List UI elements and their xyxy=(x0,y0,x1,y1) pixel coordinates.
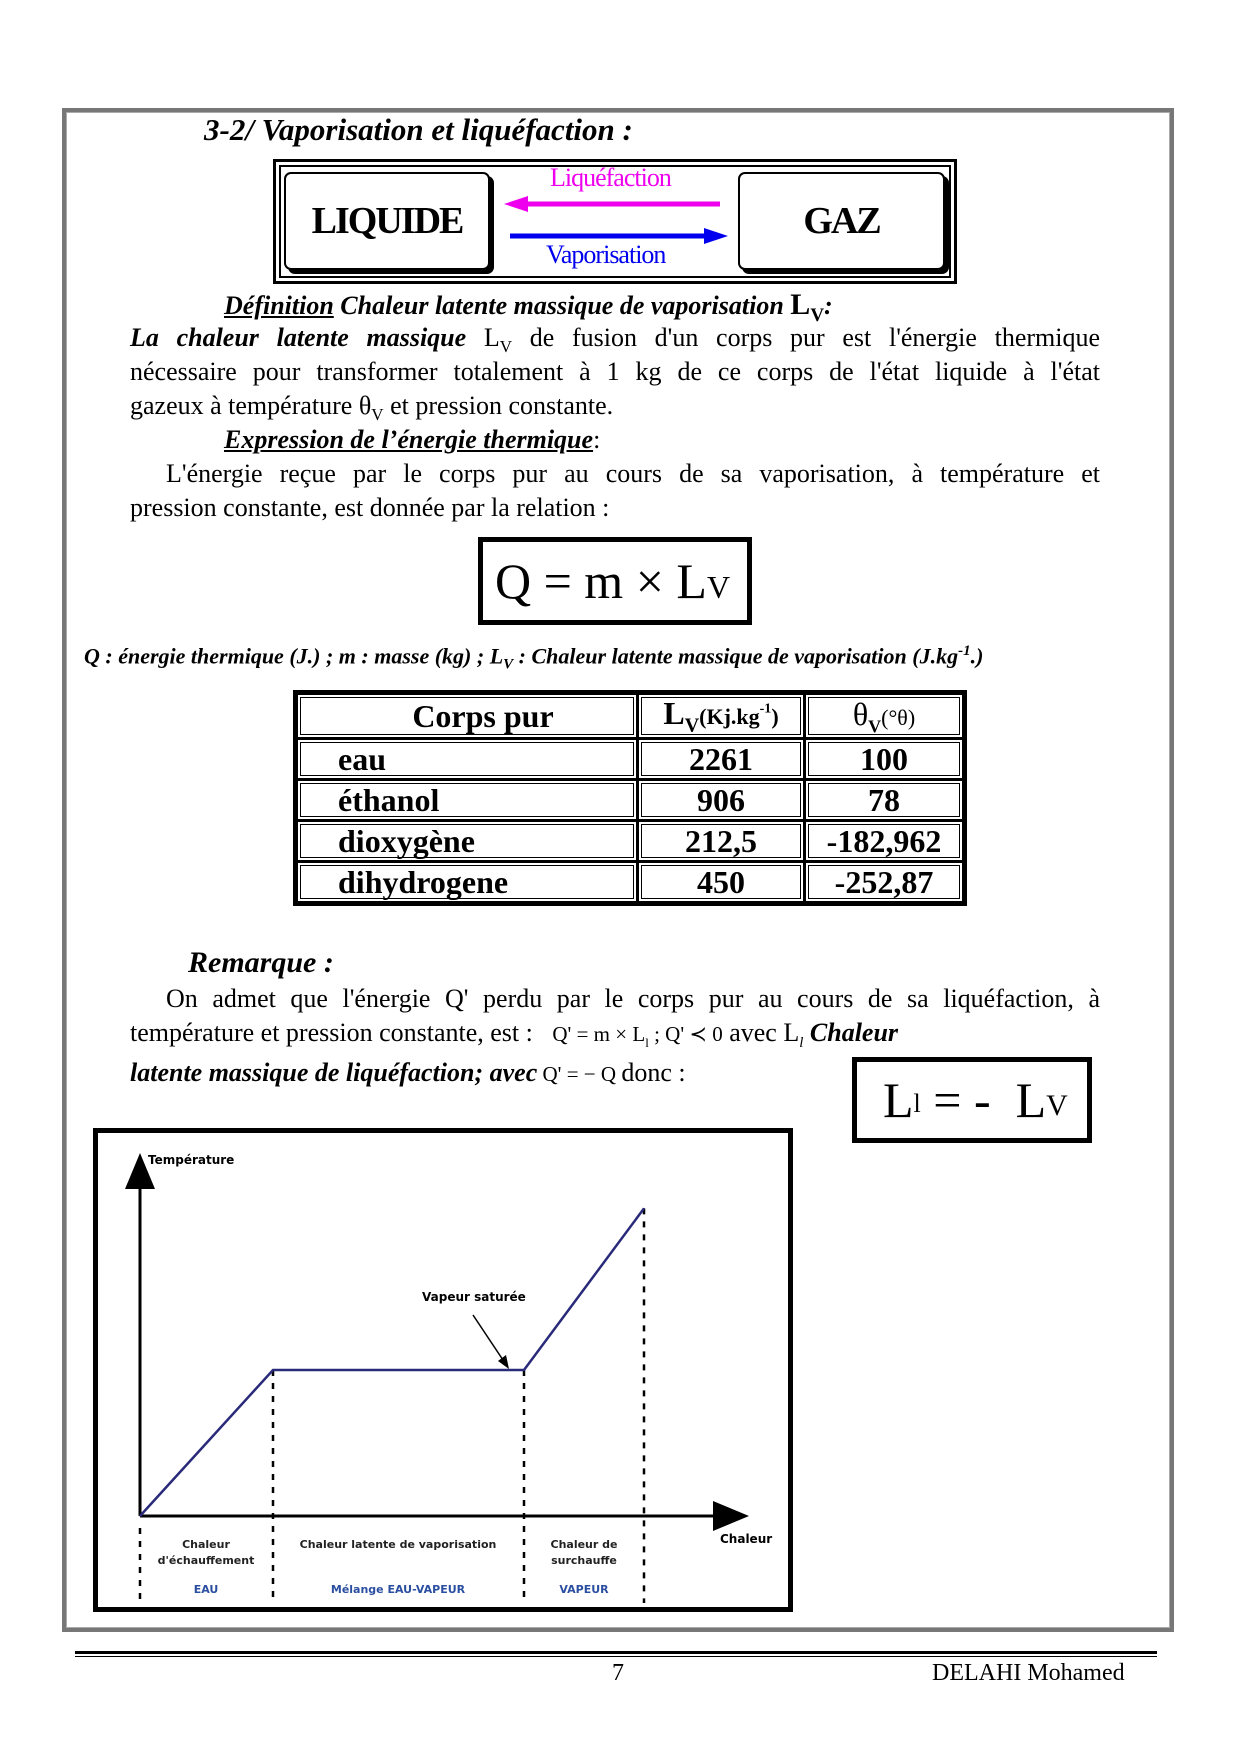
segment-labels xyxy=(158,1538,618,1596)
vaporisation-label: Vaporisation xyxy=(546,240,666,269)
state-liquide-box: LIQUIDE xyxy=(284,172,490,270)
definition-label: Définition xyxy=(224,291,334,320)
heating-curve-chart xyxy=(98,1133,788,1607)
formula-text: Q = m × L xyxy=(495,553,707,609)
liquefaction-label: Liquéfaction xyxy=(550,163,671,192)
segment-phase-label: Mélange EAU-VAPEUR xyxy=(330,1583,466,1596)
expression-line-1: L'énergie reçue par le corps pur au cours de sa vaporisation, à température et xyxy=(166,459,1100,488)
cell-theta: -182,962 xyxy=(805,821,965,862)
curve-point xyxy=(524,1370,525,1371)
table-row xyxy=(296,780,965,821)
cell-name: dioxygène xyxy=(296,821,638,862)
cell-name: eau xyxy=(296,739,638,780)
cell-theta: 100 xyxy=(805,739,965,780)
author-name: DELAHI Mohamed xyxy=(932,1660,1125,1686)
cell-lv: 906 xyxy=(638,780,805,821)
remark-line-2: température et pression constante, est : $Q' = m \times L_l$ ; Q' ≺ 0 avec $L_l$ Chaleur xyxy=(130,1018,899,1052)
remark-line-1: On admet que l'énergie Q' perdu par le corps pur au cours de sa liquéfaction, à xyxy=(166,984,1100,1013)
cell-name: éthanol xyxy=(296,780,638,821)
liquefaction-arrow-icon xyxy=(504,196,720,212)
segment-phase-label: EAU xyxy=(193,1583,219,1596)
cell-lv: 212,5 xyxy=(638,821,805,862)
formula-ll-box: L $_l$ = - L $_V$ xyxy=(852,1057,1092,1143)
table-header-row xyxy=(296,693,965,739)
cell-lv: 2261 xyxy=(638,739,805,780)
page-number: 7 xyxy=(612,1660,624,1686)
annotation-label: Vapeur saturée xyxy=(422,1290,526,1304)
cell-lv: 450 xyxy=(638,862,805,904)
table-row xyxy=(296,821,965,862)
annotation-arrowhead-icon xyxy=(498,1355,509,1369)
curve-point xyxy=(644,1208,645,1209)
footer-rule-thin xyxy=(75,1656,1157,1657)
expression-heading: Expression de l’énergie thermique: xyxy=(224,425,601,454)
segment-phase-label: VAPEUR xyxy=(559,1583,609,1596)
definition-colon: : xyxy=(824,291,833,320)
annotation-arrow-icon xyxy=(473,1315,505,1363)
segment-label-top: Chaleur latente de vaporisation xyxy=(299,1538,497,1551)
footer-rule xyxy=(75,1651,1157,1654)
x-axis-label: Chaleur xyxy=(720,1532,773,1546)
segment-label-top: Chaleur xyxy=(182,1538,230,1551)
header-corps-pur: Corps pur xyxy=(296,693,638,739)
temperature-curve xyxy=(140,1208,644,1516)
header-theta: $\theta_V(^\circ\theta)$ xyxy=(805,693,965,739)
vaporisation-arrow-icon xyxy=(510,228,728,244)
lv-inline: $L_V$ xyxy=(483,323,513,357)
header-lv: $L_V(Kj.kg^{-1})$ xyxy=(638,693,805,739)
lv-symbol: $L_V$ xyxy=(790,288,825,326)
vaporisation-table xyxy=(293,690,967,906)
definition-line-1: La chaleur latente massique $L_V$ de fusion d'un corps pur est l'énergie thermique xyxy=(130,323,1101,357)
formula-q-box: Q = m × L $_V$ xyxy=(478,537,752,625)
curve-point xyxy=(273,1370,274,1371)
table-row xyxy=(296,739,965,780)
formula-legend: Q : énergie thermique (J.) ; m : masse (kg) ; $L_V$ : Chaleur latente massique de vaporisation $(J.kg^{-1}.)$ xyxy=(84,643,984,673)
definition-bold-term: La chaleur latente massique xyxy=(130,323,467,352)
cell-name: dihydrogene xyxy=(296,862,638,904)
table-row xyxy=(296,862,965,904)
remark-title: Remarque : xyxy=(188,946,334,979)
segment-label-bottom: surchauffe xyxy=(551,1554,617,1567)
segment-label-top: Chaleur de xyxy=(550,1538,618,1551)
phase-arrows xyxy=(500,196,736,244)
cell-theta: -252,87 xyxy=(805,862,965,904)
expression-line-2: pression constante, est donnée par la relation : xyxy=(130,493,610,522)
section-title: 3-2/ Vaporisation et liquéfaction : xyxy=(204,112,633,147)
definition-line-3: gazeux à température $\theta_V$ et pression constante. xyxy=(130,391,614,425)
curve-point xyxy=(140,1516,141,1517)
segment-label-bottom: d'échauffement xyxy=(157,1554,255,1567)
state-gaz-box: GAZ xyxy=(738,172,945,270)
cell-theta: 78 xyxy=(805,780,965,821)
definition-title: Chaleur latente massique de vaporisation xyxy=(333,291,791,320)
y-axis-label: Températur​e xyxy=(148,1153,235,1167)
definition-line-2: nécessaire pour transformer totalement à 1 kg de ce corps de l'état liquide à l'état xyxy=(130,357,1100,386)
remark-line-3: latente massique de liquéfaction; avec Q' = − Q donc : xyxy=(130,1058,686,1087)
